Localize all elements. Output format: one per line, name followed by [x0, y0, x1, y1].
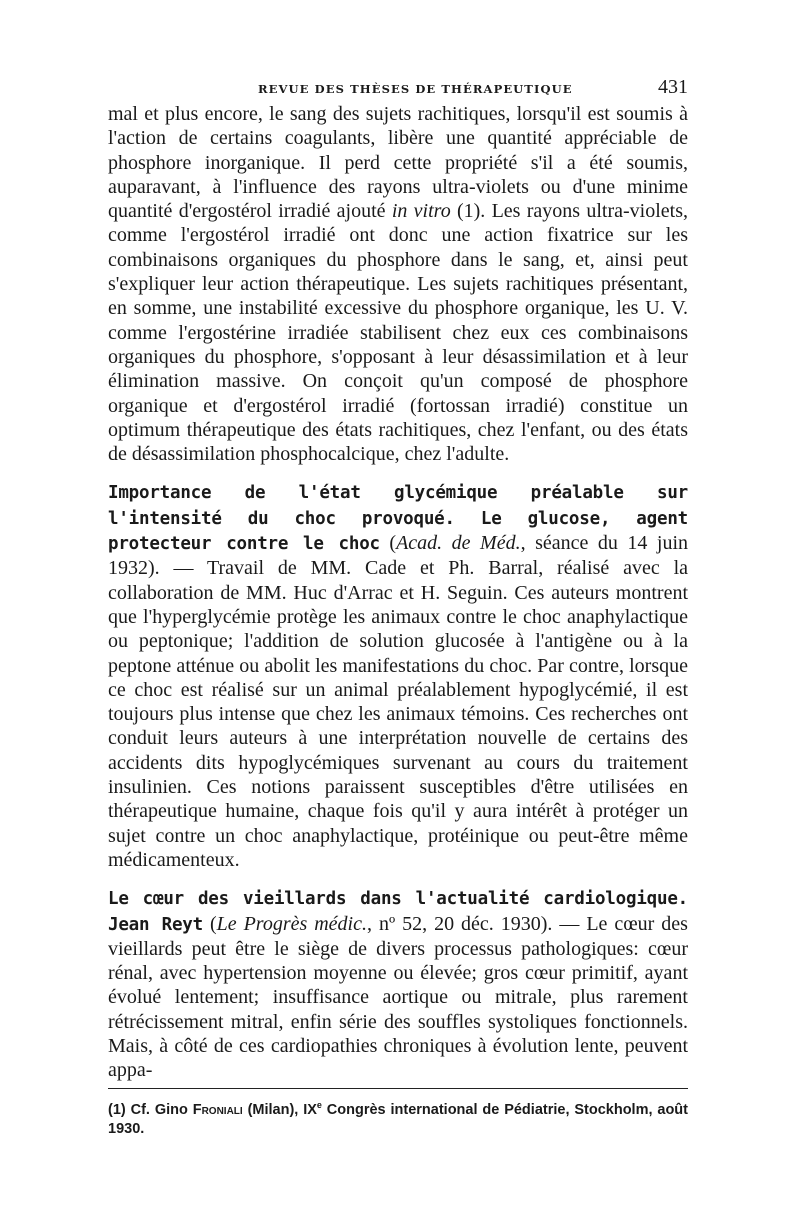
section-coeur-vieillards	[108, 886, 688, 1082]
paragraph-text-rest: (1). Les rayons ultra-violets, comme l'ergostérol irradié ont donc une action fixatrice sur les combinaisons organiques du phosphore dans le sang, et, ainsi peut s'expliquer leur action thérapeutique. Les sujets rachitiques présentant, en somme, une instabilité excessive du phosphore organique, les U. V. comme l'ergostérine irradiée stabilisent chez eux ces combinaisons organiques du phosphore, s'opposant à leur désassimilation et à leur élimination massive. On conçoit qu'un composé de phosphore organique et d'ergostérol irradié (fortossan irradié) constitue un optimum thérapeutique des états rachitiques, chez l'enfant, ou des états de désassimilation phosphocalcique, chez l'adulte.	[108, 200, 688, 466]
footnote-lead: (1) Cf. Gino	[108, 1101, 193, 1118]
page	[108, 70, 688, 1137]
section-text: , séance du 14 juin 1932). — Travail de MM. Cade et Ph. Barral, réalisé avec la collaboration de MM. Huc d'Arrac et H. Seguin. Ces auteurs montrent que l'hyperglycémie protège les animaux contre le choc anaphylactique ou peptonique; l'addition de solution glucosée à l'antigène ou à la peptone atténue ou abolit les manifestations du choc. Par contre, lorsque ce choc est réalisé sur un animal préalablement hypoglycémié, il est toujours plus intense que chez les animaux témoins. Ces recherches ont conduit leurs auteurs à une interprétation nouvelle de certains des accidents dits hypoglycémiques survenant au cours du traitement insulinien. Ces notions paraissent susceptibles d'être utilisées en thérapeutique humaine, chaque fois qu'il y aura intérêt à protéger un sujet contre un choc anaphylactique, protéinique ou peut-être même médicamenteux.	[108, 532, 688, 871]
section-paragraph	[108, 480, 688, 872]
footnote-rule	[108, 1088, 688, 1089]
paragraph-text: mal et plus encore, le sang des sujets rachitiques, lorsqu'il est soumis à l'action de certains coagulants, libère une quantité appréciable de phosphore inorganique. Il perd cette propriété s'il a été soumis, auparavant, à l'influence des rayons ultra-violets ou d'une minime quantité d'ergostérol irradié ajouté	[108, 103, 688, 223]
paren-open: (	[379, 532, 397, 555]
section-heading: Importance de l'état glycémique préalable sur l'intensité du choc provoqué. Le glucose, agent protecteur contre le choc	[108, 483, 688, 555]
paragraph-rachitisme	[108, 102, 688, 466]
italic-in-vitro: in vitro	[391, 200, 451, 223]
paren-open: (	[202, 912, 217, 935]
footnote-rest: Congrès international de Pédiatrie, Stockholm, août 1930.	[108, 1101, 688, 1137]
section-heading: Le cœur des vieillards dans l'actualité cardiologique. Jean Reyt	[108, 889, 688, 935]
footnote-mid: (Milan), IX	[242, 1101, 317, 1118]
section-text: , nº 52, 20 déc. 1930). — Le cœur des vieillards peut être le siège de divers processus pathologiques: cœur rénal, avec hypertension moyenne ou élevée; gros cœur primitif, ayant évolué lentement; insuffisance aortique ou mitrale, plus rarement rétrécissement mitral, enfin série des souffles systoliques fonctionnels. Mais, à côté de ces cardiopathies chroniques à évolution lente, peuvent appa-	[108, 912, 688, 1082]
page-number: 431	[658, 76, 688, 98]
running-title: REVUE DES THÈSES DE THÉRAPEUTIQUE	[258, 82, 573, 96]
section-paragraph	[108, 886, 688, 1082]
italic-source: Acad. de Méd.	[396, 532, 521, 555]
footnote-author: Froniali	[192, 1101, 243, 1118]
italic-source: Le Progrès médic.	[216, 912, 367, 935]
section-glycemie	[108, 480, 688, 872]
footnote-sup: e	[316, 1100, 322, 1110]
running-head	[108, 70, 688, 102]
footnote	[108, 1096, 688, 1139]
